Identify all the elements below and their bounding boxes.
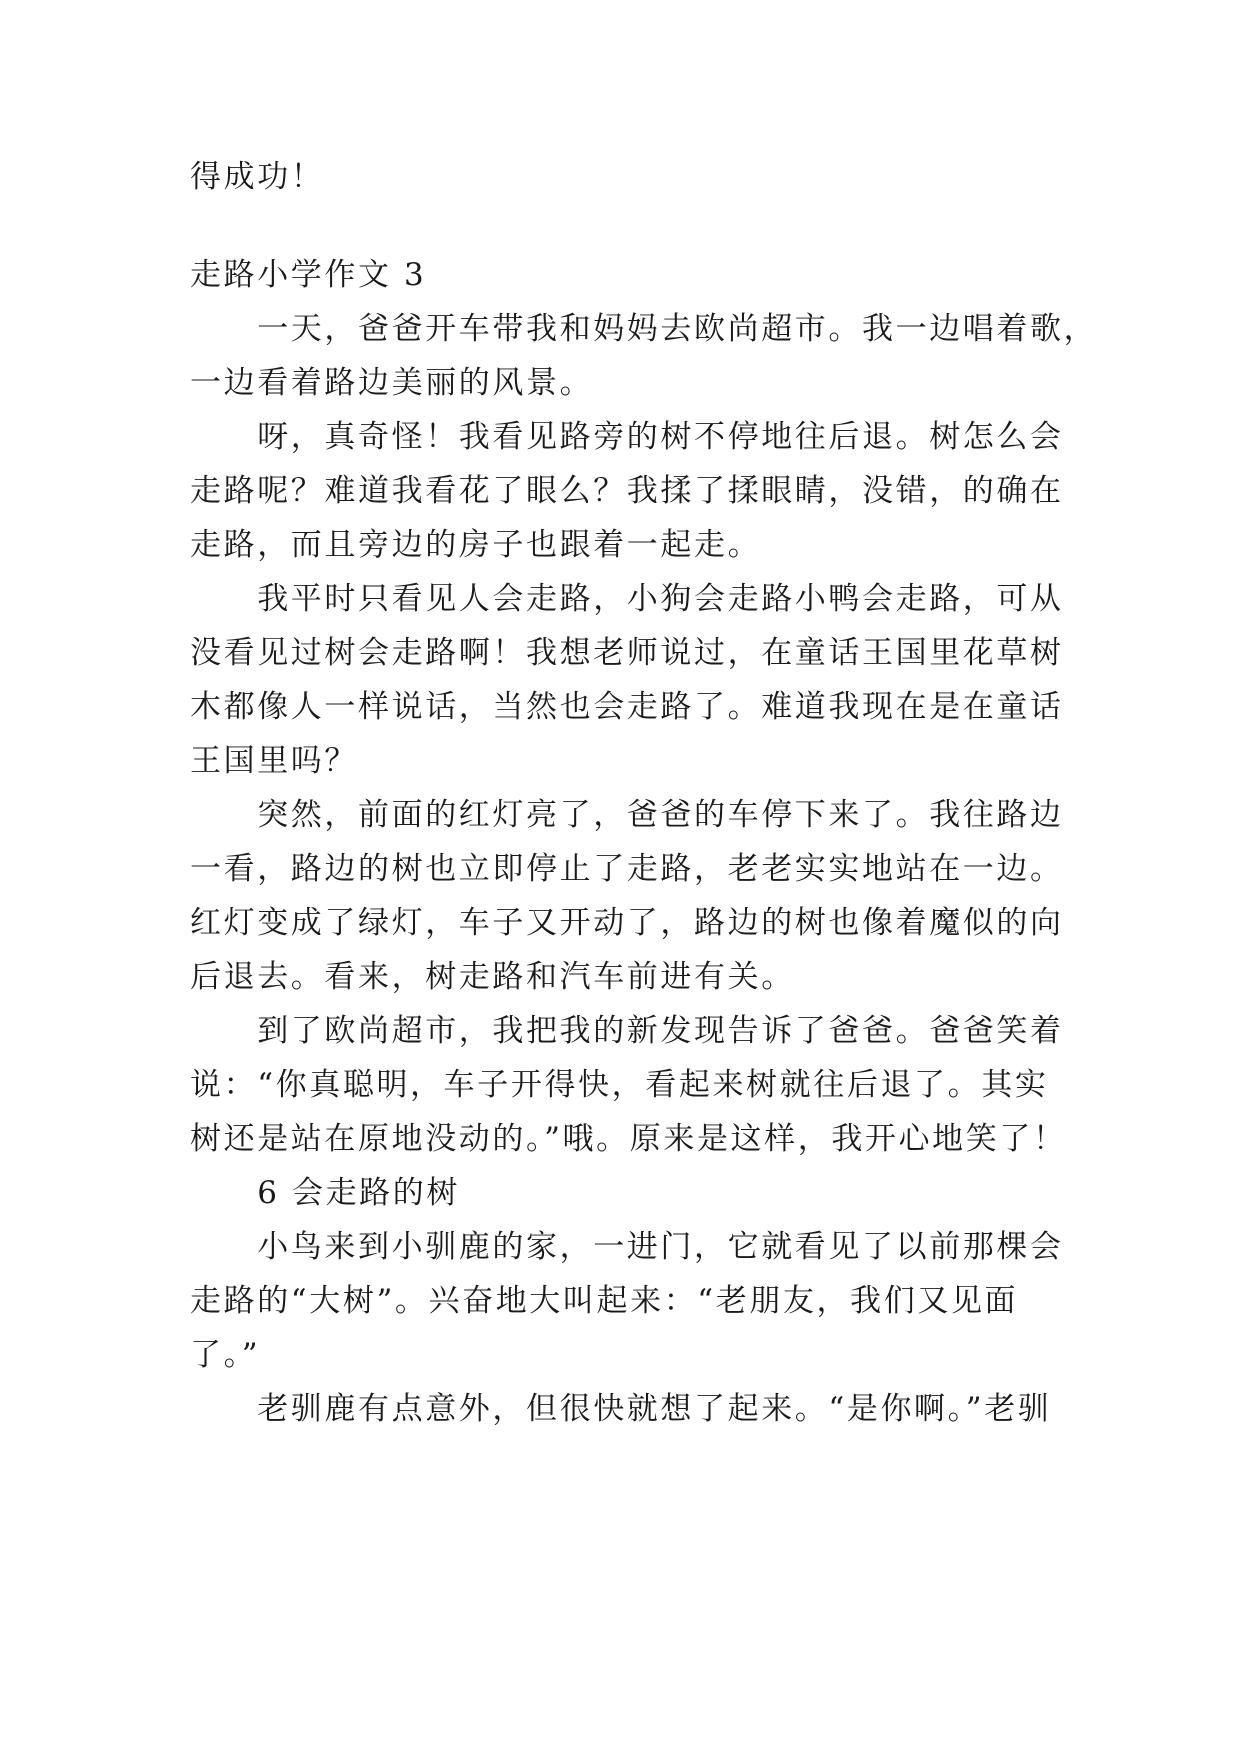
text-line: 呀，真奇怪！我看见路旁的树不停地往后退。树怎么会 <box>190 419 1064 455</box>
text-line: 得成功！ <box>190 159 325 195</box>
text-line: 我平时只看见人会走路，小狗会走路小鸭会走路，可从 <box>190 581 1064 617</box>
text-line: 一看，路边的树也立即停止了走路，老老实实地站在一边。 <box>190 851 1064 887</box>
text-line: 没看见过树会走路啊！我想老师说过，在童话王国里花草树 <box>190 635 1064 671</box>
text-line: 到了欧尚超市，我把我的新发现告诉了爸爸。爸爸笑着 <box>190 1013 1064 1049</box>
text-line: 走路，而且旁边的房子也跟着一起走。 <box>190 527 762 563</box>
text-line: 小鸟来到小驯鹿的家，一进门，它就看见了以前那棵会 <box>190 1229 1064 1265</box>
text-line: 王国里吗？ <box>190 743 358 779</box>
section-heading: 走路小学作文 3 <box>190 257 427 293</box>
text-line: 了。” <box>190 1337 261 1373</box>
text-line: 树还是站在原地没动的。”哦。原来是这样，我开心地笑了！ <box>190 1121 1067 1157</box>
text-line: 一边看着路边美丽的风景。 <box>190 365 594 401</box>
text-line: 走路的“大树”。兴奋地大叫起来：“老朋友，我们又见面 <box>190 1283 1019 1319</box>
text-line: 木都像人一样说话，当然也会走路了。难道我现在是在童话 <box>190 689 1064 725</box>
text-line: 老驯鹿有点意外，但很快就想了起来。“是你啊。”老驯 <box>190 1391 1052 1427</box>
subheading: 6 会走路的树 <box>190 1175 460 1211</box>
text-line: 红灯变成了绿灯，车子又开动了，路边的树也像着魔似的向 <box>190 905 1064 941</box>
text-line: 突然，前面的红灯亮了，爸爸的车停下来了。我往路边 <box>190 797 1064 833</box>
text-line: 走路呢？难道我看花了眼么？我揉了揉眼睛，没错，的确在 <box>190 473 1064 509</box>
text-line: 说：“你真聪明，车子开得快，看起来树就往后退了。其实 <box>190 1067 1049 1103</box>
text-line: 一天，爸爸开车带我和妈妈去欧尚超市。我一边唱着歌， <box>190 311 1098 347</box>
text-line: 后退去。看来，树走路和汽车前进有关。 <box>190 959 795 995</box>
